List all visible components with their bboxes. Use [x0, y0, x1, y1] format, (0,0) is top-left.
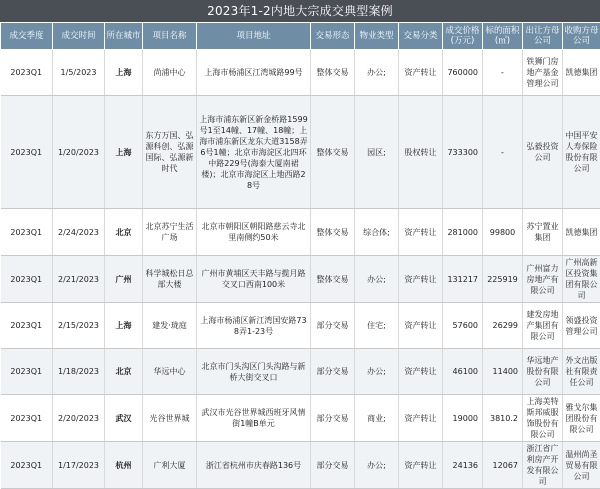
header-row — [1, 23, 600, 50]
cell-buyer: 外文出版社有限责任公司 — [563, 349, 600, 395]
cell-property-type: 商业; — [355, 395, 399, 442]
cell-city: 北京 — [105, 349, 143, 395]
cell-buyer: 温州尚圣贸易有限公司 — [563, 442, 600, 489]
table-row — [1, 209, 600, 256]
cell-project: 科学城松日总部大楼 — [143, 256, 197, 303]
header-date: 成交时间 — [53, 23, 105, 50]
table-row — [1, 349, 600, 395]
cell-quarter: 2023Q1 — [1, 442, 53, 489]
cell-date: 2/20/2023 — [53, 395, 105, 442]
cell-date: 1/18/2023 — [53, 349, 105, 395]
cell-quarter: 2023Q1 — [1, 96, 53, 209]
cell-address: 上海市杨浦区新江湾国安路738弄1-23号 — [197, 303, 311, 349]
cell-address: 北京市朝阳区朝阳路慈云寺北里南侧约50米 — [197, 209, 311, 256]
cell-deal-form: 部分交易 — [311, 395, 355, 442]
table-title: 2023年1-2内地大宗成交典型案例 — [0, 0, 600, 22]
cell-area: 26299 — [483, 303, 523, 349]
cell-address: 北京市门头沟区门头沟路与新桥大街交叉口 — [197, 349, 311, 395]
cell-deal-form: 整体交易 — [311, 209, 355, 256]
cell-area: 99800 — [483, 209, 523, 256]
cell-quarter: 2023Q1 — [1, 256, 53, 303]
cell-deal-category: 资产转让 — [399, 256, 443, 303]
cell-property-type: 办公; — [355, 50, 399, 96]
cell-city: 上海 — [105, 96, 143, 209]
cell-property-type: 园区; — [355, 96, 399, 209]
table-row — [1, 442, 600, 489]
cell-city: 上海 — [105, 50, 143, 96]
cell-address: 上海市杨浦区江湾城路99号 — [197, 50, 311, 96]
cell-deal-category: 股权转让 — [399, 96, 443, 209]
cell-buyer: 雅戈尔集团股份有限公司 — [563, 395, 600, 442]
cell-project: 北京苏宁生活广场 — [143, 209, 197, 256]
cell-city: 北京 — [105, 209, 143, 256]
table-row — [1, 50, 600, 96]
cell-deal-form: 部分交易 — [311, 349, 355, 395]
cell-city: 上海 — [105, 303, 143, 349]
cell-deal-form: 整体交易 — [311, 96, 355, 209]
cell-seller: 浙江省广利房产开发有限公司 — [523, 442, 563, 489]
cell-price: 760000 — [443, 50, 483, 96]
cell-date: 2/15/2023 — [53, 303, 105, 349]
header-buyer: 收购方母公司 — [563, 23, 600, 50]
cell-date: 1/17/2023 — [53, 442, 105, 489]
cell-price: 733300 — [443, 96, 483, 209]
cell-property-type: 办公; — [355, 349, 399, 395]
cell-seller: 铁狮门房地产基金管理公司 — [523, 50, 563, 96]
cell-project: 尚浦中心 — [143, 50, 197, 96]
cell-property-type: 办公; — [355, 442, 399, 489]
cell-deal-category: 资产转让 — [399, 50, 443, 96]
cell-seller: 华远地产股份有限公司 — [523, 349, 563, 395]
cell-area: 12067 — [483, 442, 523, 489]
header-area: 标的面积(㎡) — [483, 23, 523, 50]
header-city: 所在城市 — [105, 23, 143, 50]
cell-price: 24136 — [443, 442, 483, 489]
cell-area: - — [483, 50, 523, 96]
cell-city: 武汉 — [105, 395, 143, 442]
cell-seller: 广州富力房地产有限公司 — [523, 256, 563, 303]
cell-deal-category: 资产转让 — [399, 303, 443, 349]
table-row — [1, 96, 600, 209]
cell-buyer: 凯德集团 — [563, 50, 600, 96]
cell-price: 281000 — [443, 209, 483, 256]
cell-quarter: 2023Q1 — [1, 50, 53, 96]
header-deal-category: 交易分类 — [399, 23, 443, 50]
header-price: 成交价格(万元) — [443, 23, 483, 50]
cell-deal-category: 资产转让 — [399, 442, 443, 489]
cell-seller: 上海美特斯邦威服饰股份有限公司 — [523, 395, 563, 442]
cell-buyer: 中国平安人寿保险股份有限公司 — [563, 96, 600, 209]
cell-price: 57600 — [443, 303, 483, 349]
cell-deal-category: 资产转让 — [399, 349, 443, 395]
cell-project: 东方万国、弘源科创、弘源国际、弘源新时代 — [143, 96, 197, 209]
cell-deal-category: 资产转让 — [399, 395, 443, 442]
cell-price: 131217 — [443, 256, 483, 303]
header-address: 项目地址 — [197, 23, 311, 50]
cell-property-type: 办公; — [355, 256, 399, 303]
cell-area: - — [483, 96, 523, 209]
cell-city: 杭州 — [105, 442, 143, 489]
cell-quarter: 2023Q1 — [1, 395, 53, 442]
cell-deal-category: 资产转让 — [399, 209, 443, 256]
table-row — [1, 395, 600, 442]
cell-price: 46100 — [443, 349, 483, 395]
cell-area: 3810.2 — [483, 395, 523, 442]
cell-price: 19000 — [443, 395, 483, 442]
header-quarter: 成交季度 — [1, 23, 53, 50]
cell-deal-form: 整体交易 — [311, 50, 355, 96]
cell-property-type: 住宅; — [355, 303, 399, 349]
cell-quarter: 2023Q1 — [1, 303, 53, 349]
cell-seller: 弘毅投资公司 — [523, 96, 563, 209]
cell-date: 1/20/2023 — [53, 96, 105, 209]
cell-buyer: 广州高新区投资集团有限公司 — [563, 256, 600, 303]
cell-project: 华远中心 — [143, 349, 197, 395]
header-seller: 出让方母公司 — [523, 23, 563, 50]
cell-deal-form: 部分交易 — [311, 442, 355, 489]
cell-date: 1/5/2023 — [53, 50, 105, 96]
cell-address: 武汉市光谷世界城西班牙风情街1幢B单元 — [197, 395, 311, 442]
transaction-table — [0, 22, 600, 489]
cell-date: 2/24/2023 — [53, 209, 105, 256]
cell-buyer: 领盛投资管理公司 — [563, 303, 600, 349]
cell-area: 225919 — [483, 256, 523, 303]
cell-seller: 苏宁置业集团 — [523, 209, 563, 256]
header-property-type: 物业类型 — [355, 23, 399, 50]
table-row — [1, 256, 600, 303]
cell-project: 建发·珑庭 — [143, 303, 197, 349]
header-deal-form: 交易形态 — [311, 23, 355, 50]
table-row — [1, 303, 600, 349]
cell-seller: 建发房地产集团有限公司 — [523, 303, 563, 349]
cell-quarter: 2023Q1 — [1, 209, 53, 256]
cell-date: 2/21/2023 — [53, 256, 105, 303]
cell-address: 浙江省杭州市庆春路136号 — [197, 442, 311, 489]
cell-buyer: 凯德集团 — [563, 209, 600, 256]
cell-city: 广州 — [105, 256, 143, 303]
cell-address: 广州市黄埔区天丰路与揽月路交叉口西南100米 — [197, 256, 311, 303]
cell-project: 光谷世界城 — [143, 395, 197, 442]
cell-quarter: 2023Q1 — [1, 349, 53, 395]
header-project: 项目名称 — [143, 23, 197, 50]
cell-address: 上海市浦东新区新金桥路1599号1至14幢、17幢、18幢；上海市浦东新区龙东大道3158弄6号1幢；北京市海淀区北四环中路229号(海泰大厦南裙楼)；北京市海淀区上地西路28号 — [197, 96, 311, 209]
cell-property-type: 综合体; — [355, 209, 399, 256]
cell-deal-form: 整体交易 — [311, 256, 355, 303]
cell-deal-form: 部分交易 — [311, 303, 355, 349]
cell-area: 11400 — [483, 349, 523, 395]
cell-project: 广利大厦 — [143, 442, 197, 489]
